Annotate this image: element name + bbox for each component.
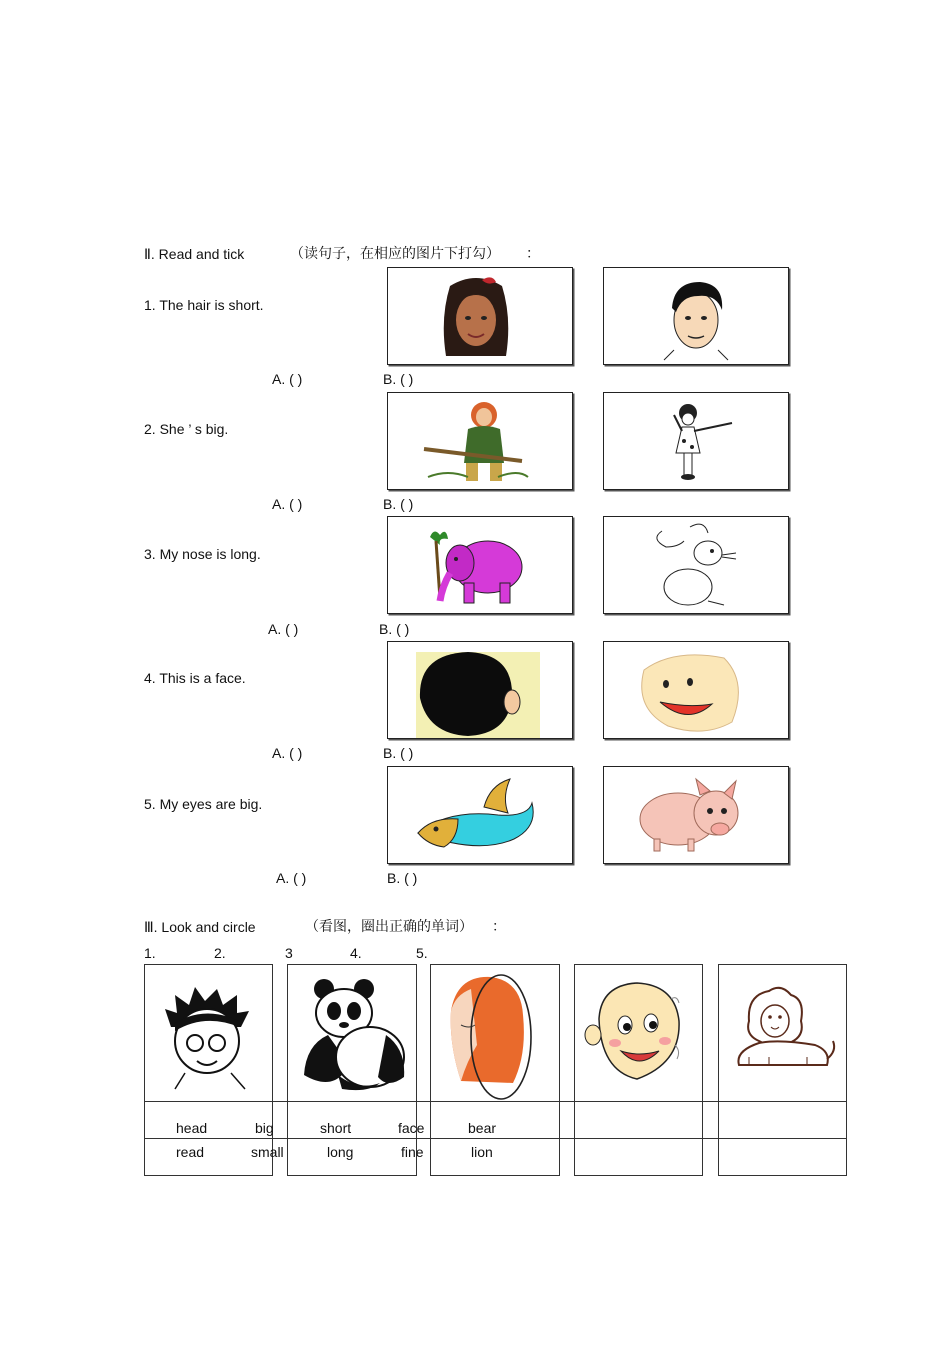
- item5-option-b-image[interactable]: [603, 766, 789, 864]
- item3-option-b-label[interactable]: B. ( ): [379, 621, 410, 637]
- item2-sentence: 2. She ’ s big.: [144, 421, 229, 437]
- choice-word[interactable]: bear: [468, 1120, 497, 1136]
- choice-word[interactable]: face: [398, 1120, 425, 1136]
- picture-cell-4: [574, 964, 703, 1176]
- item3-option-a-image[interactable]: [387, 516, 573, 614]
- item1-option-a-image[interactable]: [387, 267, 573, 365]
- choice-word[interactable]: long: [327, 1144, 354, 1160]
- section2-heading: Ⅱ. Read and tick: [144, 246, 245, 262]
- choice-word[interactable]: fine: [401, 1144, 424, 1160]
- item4-sentence: 4. This is a face.: [144, 670, 246, 686]
- item4-option-a-image[interactable]: [387, 641, 573, 739]
- section2-colon: ：: [526, 245, 540, 261]
- item3-option-b-image[interactable]: [603, 516, 789, 614]
- lion-icon: [719, 965, 846, 1102]
- rabbit-icon: [604, 517, 788, 613]
- number-1: 1.: [144, 945, 156, 961]
- smiling-face-icon: [604, 642, 788, 738]
- item1-option-b-label[interactable]: B. ( ): [383, 371, 414, 387]
- item4-option-b-label[interactable]: B. ( ): [383, 745, 414, 761]
- choice-word[interactable]: big: [255, 1120, 274, 1136]
- number-5: 5.: [416, 945, 428, 961]
- choice-word[interactable]: head: [176, 1120, 208, 1136]
- woman-long-hair-icon: [431, 965, 559, 1102]
- section3-instruction: （看图，圈出正确的单词）: [305, 918, 473, 934]
- item2-option-b-image[interactable]: [603, 392, 789, 490]
- choice-word[interactable]: short: [320, 1120, 352, 1136]
- item5-option-a-image[interactable]: [387, 766, 573, 864]
- section3-colon: ：: [492, 918, 506, 934]
- item4-option-b-image[interactable]: [603, 641, 789, 739]
- small-girl-icon: [604, 393, 788, 489]
- girl-long-hair-icon: [388, 268, 572, 364]
- item3-sentence: 3. My nose is long.: [144, 546, 261, 562]
- choice-word[interactable]: read: [176, 1144, 205, 1160]
- item2-option-a-image[interactable]: [387, 392, 573, 490]
- number-4: 4.: [350, 945, 362, 961]
- fish-icon: [388, 767, 572, 863]
- boy-spiky-hair-icon: [145, 965, 272, 1102]
- number-3: 3: [285, 945, 293, 961]
- item1-sentence: 1. The hair is short.: [144, 297, 264, 313]
- choice-word[interactable]: lion: [471, 1144, 493, 1160]
- bald-face-icon: [575, 965, 702, 1102]
- row-divider-2: [144, 1138, 846, 1139]
- panda-icon: [288, 965, 416, 1102]
- choice-word[interactable]: small: [251, 1144, 284, 1160]
- item5-option-a-label[interactable]: A. ( ): [276, 870, 307, 886]
- item2-option-b-label[interactable]: B. ( ): [383, 496, 414, 512]
- pig-icon: [604, 767, 788, 863]
- item4-option-a-label[interactable]: A. ( ): [272, 745, 303, 761]
- item5-option-b-label[interactable]: B. ( ): [387, 870, 418, 886]
- item2-option-a-label[interactable]: A. ( ): [272, 496, 303, 512]
- boy-short-hair-icon: [604, 268, 788, 364]
- big-woman-icon: [388, 393, 572, 489]
- item1-option-b-image[interactable]: [603, 267, 789, 365]
- item3-option-a-label[interactable]: A. ( ): [268, 621, 299, 637]
- section3-heading: Ⅲ. Look and circle: [144, 919, 256, 935]
- row-divider-1: [144, 1101, 846, 1102]
- item1-option-a-label[interactable]: A. ( ): [272, 371, 303, 387]
- elephant-icon: [388, 517, 572, 613]
- picture-cell-3: [430, 964, 560, 1176]
- back-of-head-icon: [388, 642, 572, 738]
- picture-cell-5: [718, 964, 847, 1176]
- section2-instruction: （读句子，在相应的图片下打勾）: [290, 245, 500, 261]
- number-2: 2.: [214, 945, 226, 961]
- item5-sentence: 5. My eyes are big.: [144, 796, 263, 812]
